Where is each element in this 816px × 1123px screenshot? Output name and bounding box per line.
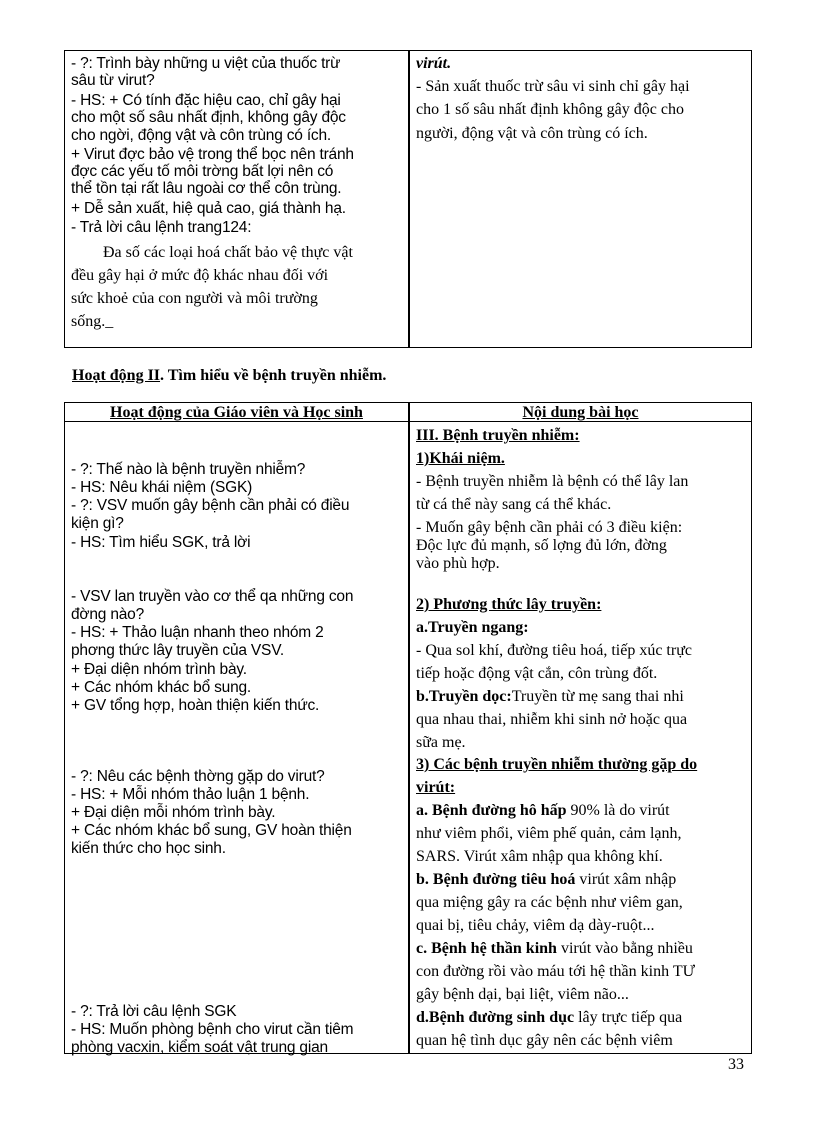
label-a: a. Bệnh đường hô hấp xyxy=(416,802,567,819)
heading-2b: b.Truyền dọc: xyxy=(416,688,512,705)
t2-right-line: gây bệnh dại, bại liệt, viêm não... xyxy=(416,986,629,1003)
section-title xyxy=(72,367,386,385)
p-2b-first: Truyền từ mẹ sang thai nhi xyxy=(511,688,684,705)
t2-right-line: vào phù hợp. xyxy=(416,555,500,572)
t2-left-line: - ?: Trả lời câu lệnh SGK xyxy=(71,1003,237,1020)
t2-right-line: - Bệnh truyền nhiễm là bệnh có thể lây lan xyxy=(416,473,689,490)
page-number: 33 xyxy=(728,1056,744,1073)
c-first: virút vào bằng nhiều xyxy=(556,940,693,957)
t2-right-line-d xyxy=(416,1009,682,1027)
t2-right-line: qua nhau thai, nhiễm khi sinh nở hoặc qua xyxy=(416,711,688,728)
t1-left-line: + Dễ sản xuất, hiệ quả cao, giá thành hạ. xyxy=(71,200,346,217)
table-2 xyxy=(64,402,752,1054)
section-label: Hoạt động II xyxy=(72,367,161,384)
t2-left-line: + Đại diện nhóm trình bày. xyxy=(71,661,247,678)
t2-left-line: + GV tổng hợp, hoàn thiện kiến thức. xyxy=(71,697,320,714)
label-b: b. Bệnh đường tiêu hoá xyxy=(416,871,576,888)
t2-left-line: - HS: Muốn phòng bệnh cho virut cần tiêm xyxy=(71,1021,354,1038)
heading-2a: a.Truyền ngang: xyxy=(416,619,529,636)
t2-left-line: kiện gì? xyxy=(71,515,124,532)
t2-left-line: + Các nhóm khác bổ sung, GV hoàn thiện xyxy=(71,822,352,839)
t2-right-line: tiếp hoặc động vật cắn, côn trùng đốt. xyxy=(416,665,658,682)
t2-left-line: + Đại diện mỗi nhóm trình bày. xyxy=(71,804,276,821)
t2-left-line: - HS: Nêu khái niệm (SGK) xyxy=(71,479,253,496)
heading-2: 2) Phương thức lây truyền: xyxy=(416,596,602,613)
t2-right-line-c xyxy=(416,940,693,958)
t2-left-line: kiến thức cho học sinh. xyxy=(71,840,226,857)
table-2-header-left: Hoạt động của Giáo viên và Học sinh xyxy=(110,404,363,421)
t1-left-line: - ?: Trình bày những u việt của thuốc trừ xyxy=(71,55,341,72)
t2-right-line: con đường rồi vào máu tới hệ thần kinh TƯ xyxy=(416,963,695,980)
t1-left-para-line: đều gây hại ở mức độ khác nhau đối với xyxy=(71,267,329,284)
t2-right-line-2b xyxy=(416,688,684,706)
table-1 xyxy=(64,50,752,348)
table-2-right-column xyxy=(410,403,751,1053)
t2-right-line-b xyxy=(416,871,676,889)
heading-iii: III. Bệnh truyền nhiễm: xyxy=(416,427,580,444)
t1-left-line: đợc các yếu tố môi trờng bất lợi nên có xyxy=(71,163,334,180)
t1-left-line: - Trả lời câu lệnh trang124: xyxy=(71,219,252,236)
t1-left-line: sâu từ virut? xyxy=(71,72,155,89)
t2-right-line: sữa mẹ. xyxy=(416,734,466,751)
t2-left-line: - HS: Tìm hiểu SGK, trả lời xyxy=(71,534,251,551)
t2-right-line: như viêm phổi, viêm phế quản, cảm lạnh, xyxy=(416,825,682,842)
t1-right-line: người, động vật và côn trùng có ích. xyxy=(416,125,648,142)
label-d: d.Bệnh đường sinh dục xyxy=(416,1009,575,1026)
t2-left-line: + Các nhóm khác bổ sung. xyxy=(71,679,252,696)
t2-right-line: qua miệng gây ra các bệnh như viêm gan, xyxy=(416,894,683,911)
section-title-text: . Tìm hiểu về bệnh truyền nhiễm. xyxy=(160,367,387,384)
t2-right-line: SARS. Virút xâm nhập qua không khí. xyxy=(416,848,663,865)
b-first: virút xâm nhập xyxy=(575,871,677,888)
t2-right-line-a xyxy=(416,802,670,820)
label-c: c. Bệnh hệ thần kinh xyxy=(416,940,557,957)
t1-left-para-line: Đa số các loại hoá chất bảo vệ thực vật xyxy=(103,244,353,261)
t2-left-line: đờng nào? xyxy=(71,606,145,623)
t1-left-line: thể tồn tại rất lâu ngoài cơ thể côn trùng. xyxy=(71,180,342,197)
heading-3: 3) Các bệnh truyền nhiễm thường gặp do xyxy=(416,756,698,773)
heading-3-cont: virút: xyxy=(416,779,456,796)
t2-right-line: quan hệ tình dục gây nên các bệnh viêm xyxy=(416,1032,673,1049)
t2-right-line: từ cá thể này sang cá thể khác. xyxy=(416,496,612,513)
t2-right-line: quai bị, tiêu chảy, viêm dạ dày-ruột... xyxy=(416,917,655,934)
table-1-left-cell xyxy=(65,51,410,347)
table-2-header-right: Nội dung bài học xyxy=(522,404,639,421)
heading-1: 1)Khái niệm. xyxy=(416,450,505,467)
t1-right-line: - Sản xuất thuốc trừ sâu vi sinh chỉ gây hại xyxy=(416,78,690,95)
table-1-right-cell xyxy=(410,51,751,347)
t1-left-para-line: sống._ xyxy=(71,313,114,330)
d-first: lây trực tiếp qua xyxy=(574,1009,683,1026)
t2-right-line: - Qua sol khí, đường tiêu hoá, tiếp xúc trực xyxy=(416,642,692,659)
t2-left-line: - ?: Nêu các bệnh thờng gặp do virut? xyxy=(71,768,325,785)
table-2-left-column xyxy=(65,403,410,1056)
t2-right-line: Độc lực đủ mạnh, số lợng đủ lớn, đờng xyxy=(416,537,667,554)
t1-right-line: cho 1 số sâu nhất định không gây độc cho xyxy=(416,101,684,118)
t1-left-line: cho ngời, động vật và côn trùng có ích. xyxy=(71,127,331,144)
t2-left-line: - HS: + Thảo luận nhanh theo nhóm 2 xyxy=(71,624,324,641)
a-first: 90% là do virút xyxy=(566,802,670,819)
t2-left-line: phơng thức lây truyền của VSV. xyxy=(71,642,285,659)
t1-left-para-line: sức khoẻ của con người và môi trường xyxy=(71,290,318,307)
table-2-header-divider xyxy=(65,421,751,422)
t1-left-line: - HS: + Có tính đặc hiệu cao, chỉ gây hại xyxy=(71,92,341,109)
t1-left-line: + Virut đợc bảo vệ trong thể bọc nên tránh xyxy=(71,146,354,163)
t1-right-heading: virút. xyxy=(416,55,452,72)
t1-left-line: cho một số sâu nhất định, không gây độc xyxy=(71,109,346,126)
t2-left-line: - ?: VSV muốn gây bệnh cần phải có điều xyxy=(71,497,350,514)
t2-left-line: - VSV lan truyền vào cơ thể qa những con xyxy=(71,588,354,605)
t2-left-line: - ?: Thế nào là bệnh truyền nhiễm? xyxy=(71,461,306,478)
t2-left-line: - HS: + Mỗi nhóm thảo luận 1 bệnh. xyxy=(71,786,310,803)
t2-left-line: phòng vacxin, kiểm soát vật trung gian xyxy=(71,1039,328,1056)
t2-right-line: - Muốn gây bệnh cần phải có 3 điều kiện: xyxy=(416,519,683,536)
